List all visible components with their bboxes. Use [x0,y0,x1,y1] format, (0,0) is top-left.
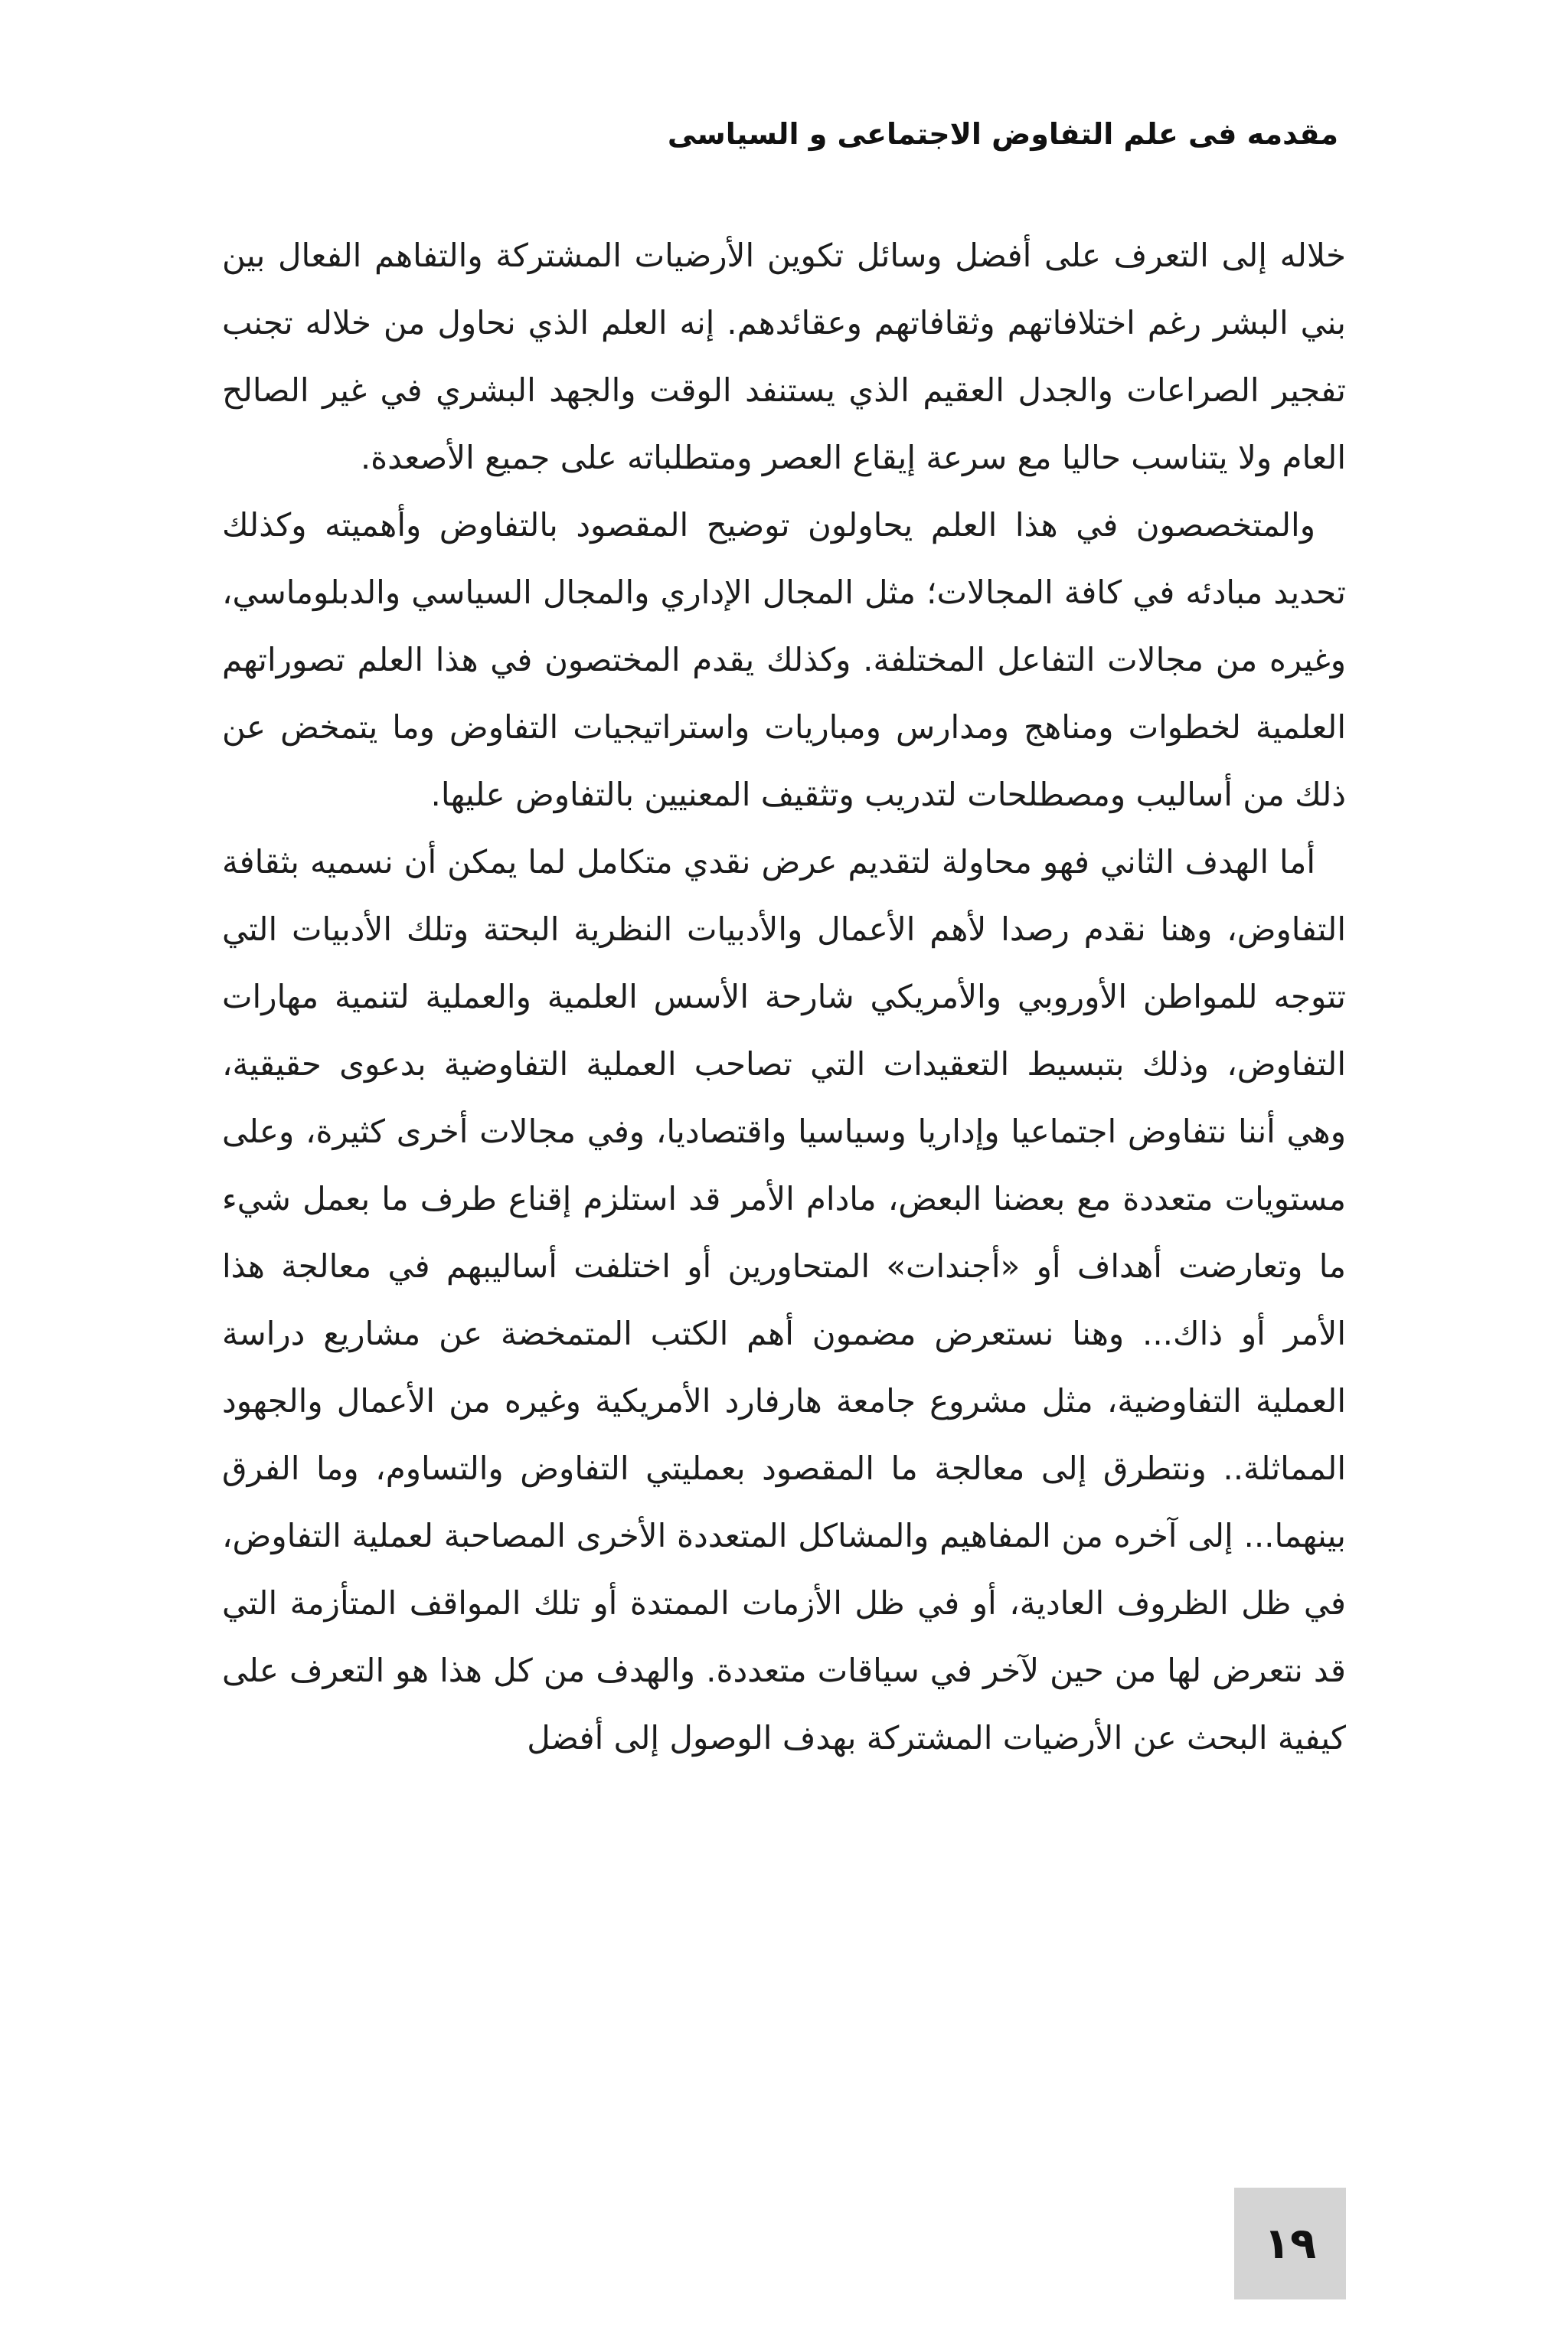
paragraph-1: خلاله إلى التعرف على أفضل وسائل تكوين الأرضيات المشتركة والتفاهم الفعال بين بني البشر رغم اختلافاتهم وثقافاتهم وعقائدهم. إنه العلم الذي نحاول من خلاله تجنب تفجير الصراعات والجدل العقيم الذي يستنفد الوقت والجهد البشري في غير الصالح العام ولا يتناسب حاليا مع سرعة إيقاع العصر ومتطلباته على جميع الأصعدة. [222,237,1346,476]
paragraph-3: أما الهدف الثاني فهو محاولة لتقديم عرض نقدي متكامل لما يمكن أن نسميه بثقافة التفاوض، وهنا نقدم رصدا لأهم الأعمال والأدبيات النظرية البحتة وتلك الأدبيات التي تتوجه للمواطن الأوروبي والأمريكي شارحة الأسس العلمية والعملية لتنمية مهارات التفاوض، وذلك بتبسيط التعقيدات التي تصاحب العملية التفاوضية بدعوى حقيقية، وهي أننا نتفاوض اجتماعيا وإداريا وسياسيا واقتصاديا، وفي مجالات أخرى كثيرة، وعلى مستويات متعددة مع بعضنا البعض، مادام الأمر قد استلزم إقناع طرف ما بعمل شيء ما وتعارضت أهداف أو «أجندات» المتحاورين أو اختلفت أساليبهم في معالجة هذا الأمر أو ذاك... وهنا نستعرض مضمون أهم الكتب المتمخضة عن مشاريع دراسة العملية التفاوضية، مثل مشروع جامعة هارفارد الأمريكية وغيره من الأعمال والجهود المماثلة.. ونتطرق إلى معالجة ما المقصود بعمليتي التفاوض والتساوم، وما الفرق بينهما... إلى آخره من المفاهيم والمشاكل المتعددة الأخرى المصاحبة لعملية التفاوض، في ظل الظروف العادية، أو في ظل الأزمات الممتدة أو تلك المواقف المتأزمة التي قد نتعرض لها من حين لآخر في سياقات متعددة. والهدف من كل هذا هو التعرف على كيفية البحث عن الأرضيات المشتركة بهدف الوصول إلى أفضل [222,843,1346,1757]
body-text [222,222,1346,1772]
running-header-title: مقدمه فى علم التفاوض الاجتماعى و السياسى [667,117,1338,151]
page-number: ١٩ [1263,2218,1317,2269]
page-number-box [1234,2188,1346,2299]
paragraph-2: والمتخصصون في هذا العلم يحاولون توضيح المقصود بالتفاوض وأهميته وكذلك تحديد مبادئه في كافة المجالات؛ مثل المجال الإداري والمجال السياسي والدبلوماسي، وغيره من مجالات التفاعل المختلفة. وكذلك يقدم المختصون في هذا العلم تصوراتهم العلمية لخطوات ومناهج ومدارس ومباريات واستراتيجيات التفاوض وما يتمخض عن ذلك من أساليب ومصطلحات لتدريب وتثقيف المعنيين بالتفاوض عليها. [222,506,1346,813]
